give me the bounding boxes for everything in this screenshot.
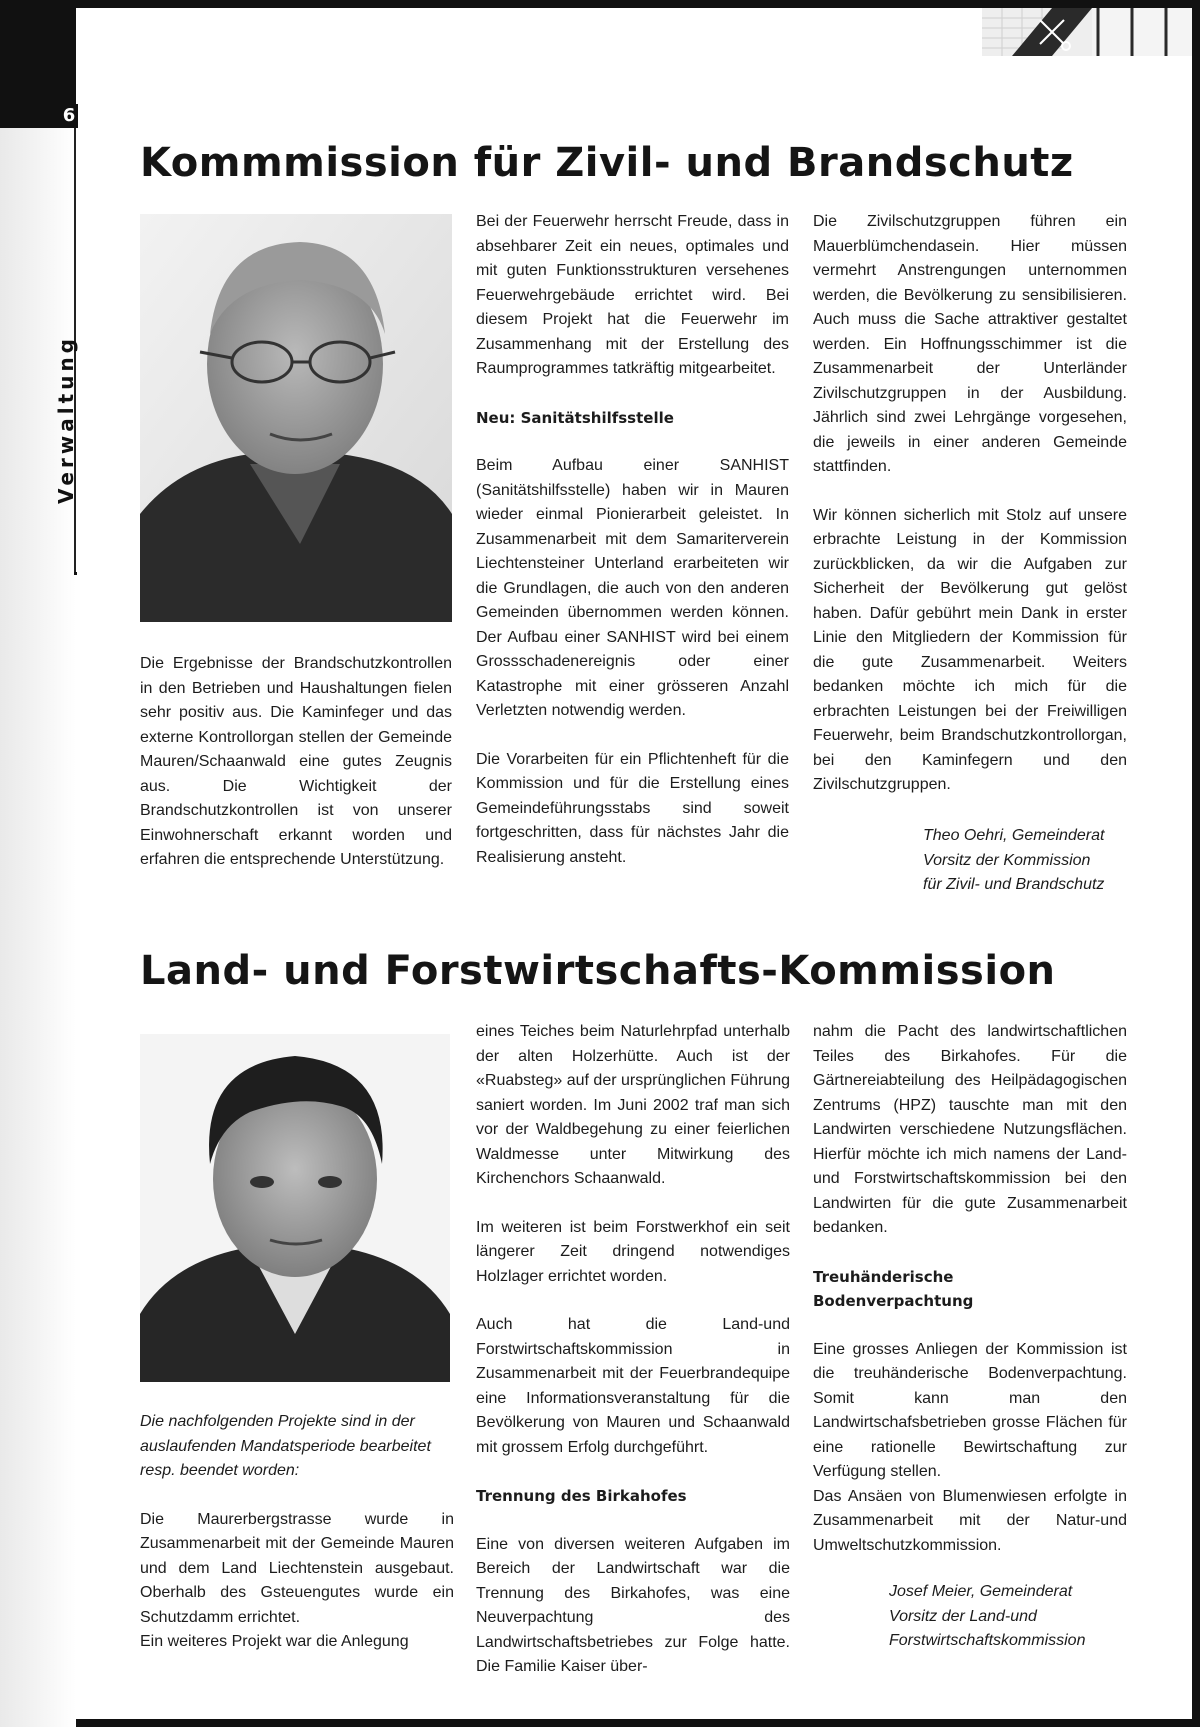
- paragraph: Das Ansäen von Blumenwiesen erfolgte in Zusammenarbeit mit der Natur-und Umweltschutzkommission.: [813, 1487, 1127, 1554]
- signature-line: Vorsitz der Kommission: [923, 851, 1091, 869]
- scan-border-top: [0, 0, 1200, 8]
- section-rule-end: [74, 572, 77, 575]
- signature-line: Theo Oehri, Gemeinderat: [923, 827, 1105, 844]
- paragraph: Eine grosses Anliegen der Kommission ist die treuhänderische Bodenverpachtung. Somit kann man den Landwirtschafsbetrieben grosse Flächen für eine rationelle Bewirtschaftung zur Verfügung stellen.: [813, 1340, 1127, 1480]
- intro-paragraph: Die nachfolgenden Projekte sind in der auslaufenden Mandatsperiode bearbeitet resp. beendet worden:: [140, 1413, 431, 1479]
- subheading: Trennung des Birkahofes: [476, 1487, 687, 1505]
- article-1-signature: [923, 824, 1104, 898]
- left-margin-strip: [0, 0, 76, 1727]
- paragraph: Die Maurerbergstrasse wurde in Zusammenarbeit mit der Gemeinde Mauren und dem Land Liechtenstein ausgebaut. Oberhalb des Gsteuengutes wurde ein Schutzdamm errichtet.: [140, 1510, 454, 1626]
- article-2-title: Land- und Forstwirtschafts-Kommission: [140, 948, 1056, 994]
- subheading: Treuhänderische: [813, 1267, 954, 1286]
- paragraph: Die Ergebnisse der Brandschutzkontrollen in den Betrieben und Haushaltungen fielen sehr positiv aus. Die Kaminfeger und das externe Kontrollorgan stellen der Gemeinde Mauren/Schaanwald eine gutes Zeugnis aus. Die Wichtigkeit der Brandschutzkontrollen ist von unserer Einwohnerschaft erkannt worden und erfahren die entsprechende Unterstützung.: [140, 655, 452, 868]
- signature-line: Vorsitz der Land-und: [889, 1607, 1037, 1625]
- section-label: Verwaltung: [54, 335, 78, 504]
- paragraph: Die Vorarbeiten für ein Pflichtenheft für die Kommission und für die Erstellung eines Gemeindeführungsstabs sind soweit fortgeschritten, dass für nächstes Jahr die Realisierung ansteht.: [476, 750, 789, 866]
- portrait-photo-josef-meier: [140, 1034, 450, 1382]
- scan-border-right: [1192, 0, 1200, 1727]
- paragraph: Beim Aufbau einer SANHIST (Sanitätshilfsstelle) haben wir in Mauren wieder einmal Pionierarbeit geleistet. In Zusammenarbeit mit dem Samariterverein Liechtensteiner Unterland erarbeiteten wir die Grundlagen, die auch von den anderen Gemeinden übernommen werden können. Der Aufbau einer SANHIST wird bei einem Grossschadenereignis oder einer Katastrophe mit einer grösseren Anzahl Verletzten notwendig werden.: [476, 457, 789, 719]
- signature-line: Forstwirtschaftskommission: [889, 1632, 1086, 1649]
- article-2-column-3: [813, 1020, 1127, 1558]
- article-2-column-2: [476, 1020, 790, 1680]
- crossed-tools-logo-icon: [982, 8, 1192, 56]
- article-1-column-2: [476, 210, 789, 870]
- scan-border-bottom: [0, 1719, 1200, 1727]
- article-1-column-1: [140, 652, 452, 873]
- paragraph: Ein weiteres Projekt war die Anlegung: [140, 1633, 409, 1650]
- paragraph: Die Zivilschutzgruppen führen ein Mauerblümchendasein. Hier müssen vermehrt Anstrengungen unternommen werden, die Bevölkerung zu sensibilisieren. Auch muss die Sache attraktiver gestaltet werden. Ein Hoffnungsschimmer ist die Zusammenarbeit der Unterländer Zivilschutzgruppen in der Ausbildung. Jährlich sind zwei Lehrgänge vorgesehen, die jeweils in einer anderen Gemeinde stattfinden.: [813, 213, 1127, 475]
- paragraph: Wir können sicherlich mit Stolz auf unsere erbrachte Leistung in der Kommission zurückblicken, da wir die Aufgaben zur Sicherheit der Bevölkerung gut gelöst haben. Dafür gebührt mein Dank in erster Linie den Mitgliedern der Kommission für die gute Zusammenarbeit. Weiters bedanken möchte ich mich für die erbrachten Leistungen bei der Freiwilligen Feuerwehr, beim Brandschutzkontrollorgan, bei den Kaminfegern und den Zivilschutzgruppen.: [813, 506, 1127, 793]
- subheading: Bodenverpachtung: [813, 1292, 974, 1310]
- paragraph: Eine von diversen weiteren Aufgaben im Bereich der Landwirtschaft war die Trennung des Birkahofes, was eine Neuverpachtung des Landwirtschaftsbetriebes zur Folge hatte. Die Familie Kaiser über-: [476, 1535, 790, 1675]
- portrait-photo-theo-oehri: [140, 214, 452, 622]
- paragraph: Bei der Feuerwehr herrscht Freude, dass in absehbarer Zeit ein neues, optimales und mit guten Funktionsstrukturen versehenes Feuerwehrgebäude errichtet wird. Bei diesem Projekt hat die Feuerwehr im Zusammenhang mit der Erstellung des Raumprogrammes tatkräftig mitgearbeitet.: [476, 213, 789, 377]
- paragraph: eines Teiches beim Naturlehrpfad unterhalb der alten Holzerhütte. Auch ist der «Ruabsteg» auf der ursprünglichen Führung saniert worden. Im Juni 2002 traf man sich vor der Waldbegehung zu einer feierlichen Waldmesse unter Mitwirkung des Kirchenchors Schaanwald.: [476, 1023, 790, 1187]
- paragraph: Auch hat die Land-und Forstwirtschaftskommission in Zusammenarbeit mit der Feuerbrandequipe eine Informationsveranstaltung für die Bevölkerung von Mauren und Schaanwald mit grossem Erfolg durchgeführt.: [476, 1316, 790, 1456]
- article-1-title: Kommmission für Zivil- und Brandschutz: [140, 140, 1074, 186]
- signature-line: Josef Meier, Gemeinderat: [889, 1583, 1073, 1600]
- article-2-signature: [889, 1580, 1085, 1654]
- paragraph: Im weiteren ist beim Forstwerkhof ein seit längerer Zeit dringend notwendiges Holzlager errichtet worden.: [476, 1218, 790, 1285]
- signature-line: für Zivil- und Brandschutz: [923, 876, 1105, 893]
- page-number: 6: [60, 104, 78, 128]
- subheading: Neu: Sanitätshilfsstelle: [476, 408, 674, 427]
- article-1-column-3: [813, 210, 1127, 798]
- article-2-column-1: [140, 1410, 454, 1655]
- paragraph: nahm die Pacht des landwirtschaftlichen Teiles des Birkahofes. Für die Gärtnereiabteilung des Heilpädagogischen Zentrums (HPZ) tauschte man mit den Landwirten verschiedene Nutzungsflächen. Hierfür möchte ich mich namens der Land-und Forstwirtschaftskommission bei den Landwirten für die gute Zusammenarbeit bedanken.: [813, 1023, 1127, 1236]
